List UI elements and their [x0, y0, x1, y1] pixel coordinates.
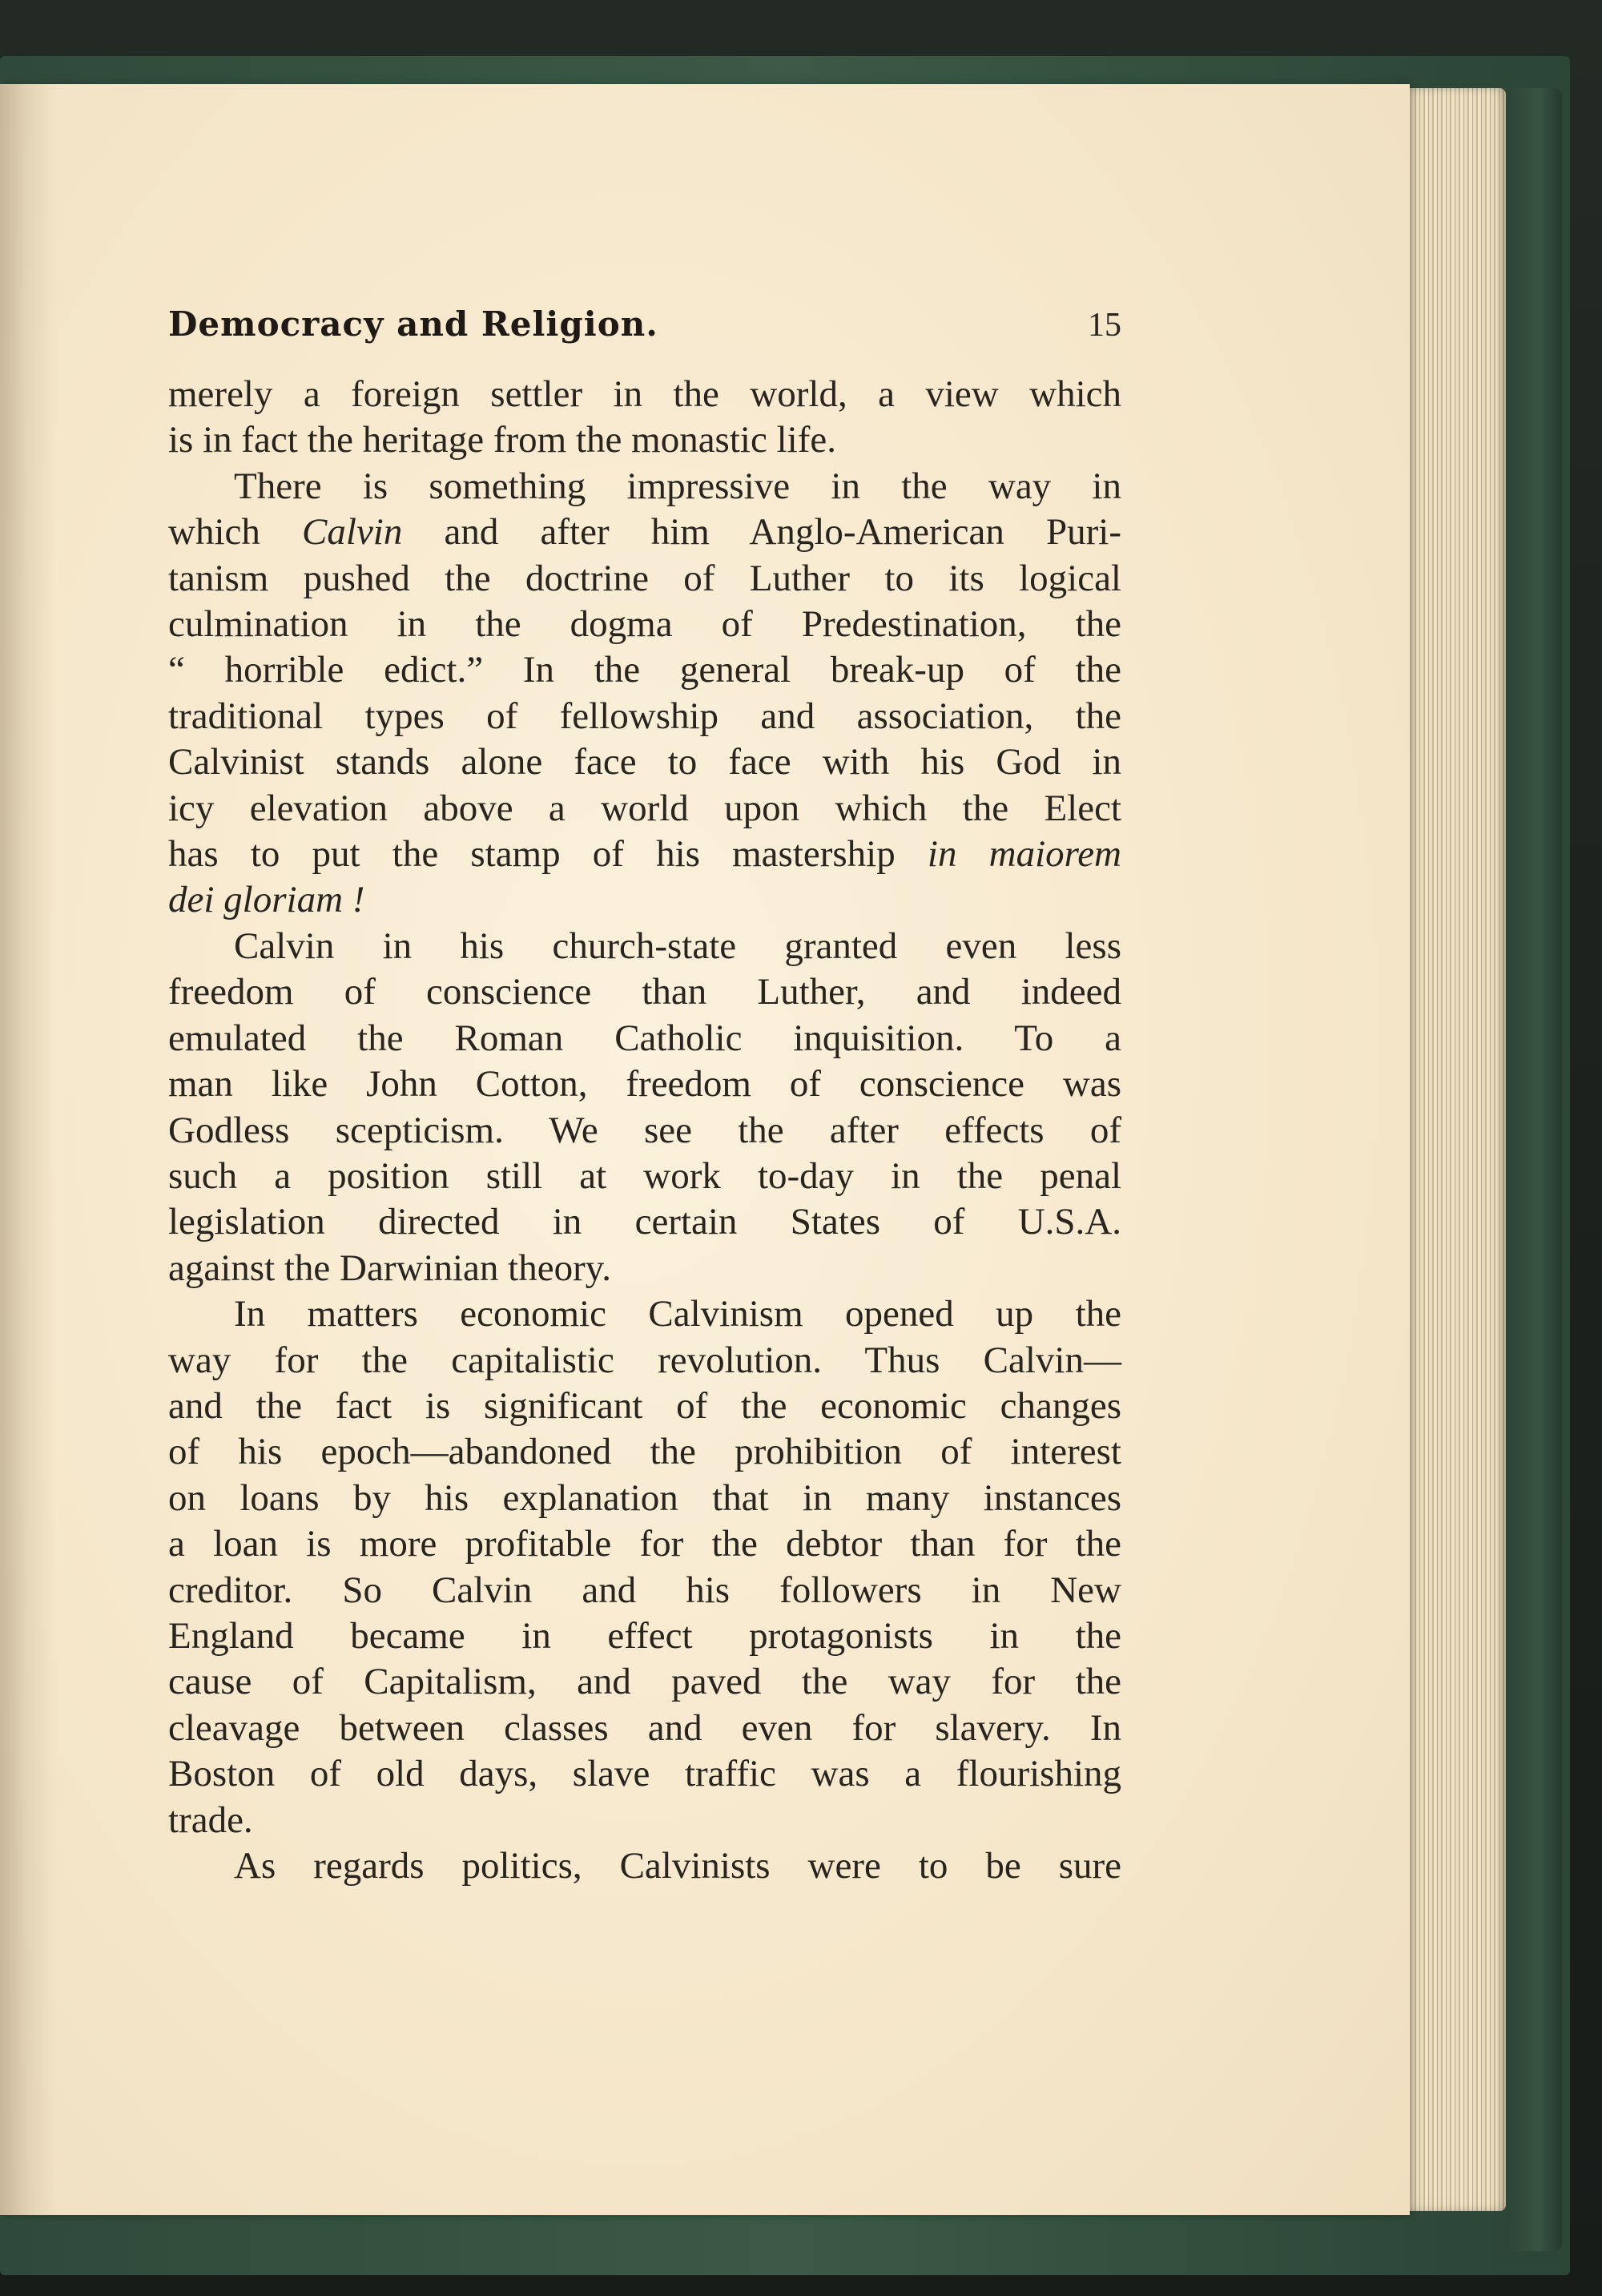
text-line — [168, 510, 1121, 555]
text-line: tanism pushed the doctrine of Luther to its logical — [168, 557, 1121, 599]
text-line: trade. — [168, 1799, 253, 1841]
text-line: man like John Cotton, freedom of conscience was — [168, 1063, 1121, 1106]
text-line: cause of Capitalism, and paved the way for the — [168, 1661, 1121, 1703]
text-line: and the fact is significant of the economic changes — [168, 1384, 1121, 1427]
text-line: In matters economic Calvinism opened up the — [234, 1293, 1121, 1335]
text-line: such a position still at work to-day in the penal — [168, 1154, 1121, 1197]
italic-phrase: in maiorem — [927, 833, 1121, 876]
running-head — [168, 304, 1121, 361]
running-title: Democracy and Religion. — [168, 304, 658, 344]
book-cover-edge — [1506, 88, 1562, 2251]
page-edges — [1394, 88, 1506, 2211]
text-line: cleavage between classes and even for slavery. In — [168, 1706, 1121, 1749]
text-line: England became in effect protagonists in the — [168, 1614, 1121, 1657]
text-line: traditional types of fellowship and association, the — [168, 695, 1121, 737]
text-line: icy elevation above a world upon which the Elect — [168, 787, 1121, 829]
text-line: emulated the Roman Catholic inquisition. To a — [168, 1017, 1121, 1059]
text-line — [168, 832, 1121, 877]
text-line: Godless scepticism. We see the after effects of — [168, 1109, 1121, 1151]
text-line: Calvinist stands alone face to face with his God in — [168, 741, 1121, 783]
text-line: Calvin in his church-state granted even less — [234, 924, 1121, 967]
text-line: is in fact the heritage from the monastic life. — [168, 419, 836, 461]
italic-phrase: dei gloriam ! — [168, 879, 365, 921]
text-line: “ horrible edict.” In the general break-up of the — [168, 649, 1121, 691]
text-line: creditor. So Calvin and his followers in New — [168, 1569, 1121, 1611]
body-text — [168, 372, 1121, 1889]
text-line: legislation directed in certain States of U.S.A. — [168, 1201, 1121, 1243]
text-segment: and after him Anglo-American Puri- — [444, 511, 1122, 554]
text-line: merely a foreign settler in the world, a view which — [168, 373, 1121, 415]
text-line: culmination in the dogma of Predestination, the — [168, 603, 1121, 646]
page-number: 15 — [1088, 307, 1121, 344]
text-line: There is something impressive in the way in — [234, 465, 1121, 507]
text-segment: which — [168, 511, 260, 554]
gutter-shadow — [0, 84, 56, 2215]
text-line: against the Darwinian theory. — [168, 1247, 611, 1289]
text-line: on loans by his explanation that in many instances — [168, 1476, 1121, 1519]
text-line: As regards politics, Calvinists were to be sure — [234, 1845, 1121, 1887]
page-text-block — [168, 304, 1121, 1889]
text-line: freedom of conscience than Luther, and indeed — [168, 971, 1121, 1013]
text-line: way for the capitalistic revolution. Thus Calvin— — [168, 1339, 1121, 1381]
text-segment: has to put the stamp of his mastership — [168, 833, 896, 876]
text-line — [168, 877, 1121, 923]
text-line: Boston of old days, slave traffic was a flourishing — [168, 1753, 1121, 1795]
italic-name: Calvin — [302, 511, 403, 554]
text-line: of his epoch—abandoned the prohibition of interest — [168, 1431, 1121, 1473]
text-line: a loan is more profitable for the debtor than for the — [168, 1523, 1121, 1565]
